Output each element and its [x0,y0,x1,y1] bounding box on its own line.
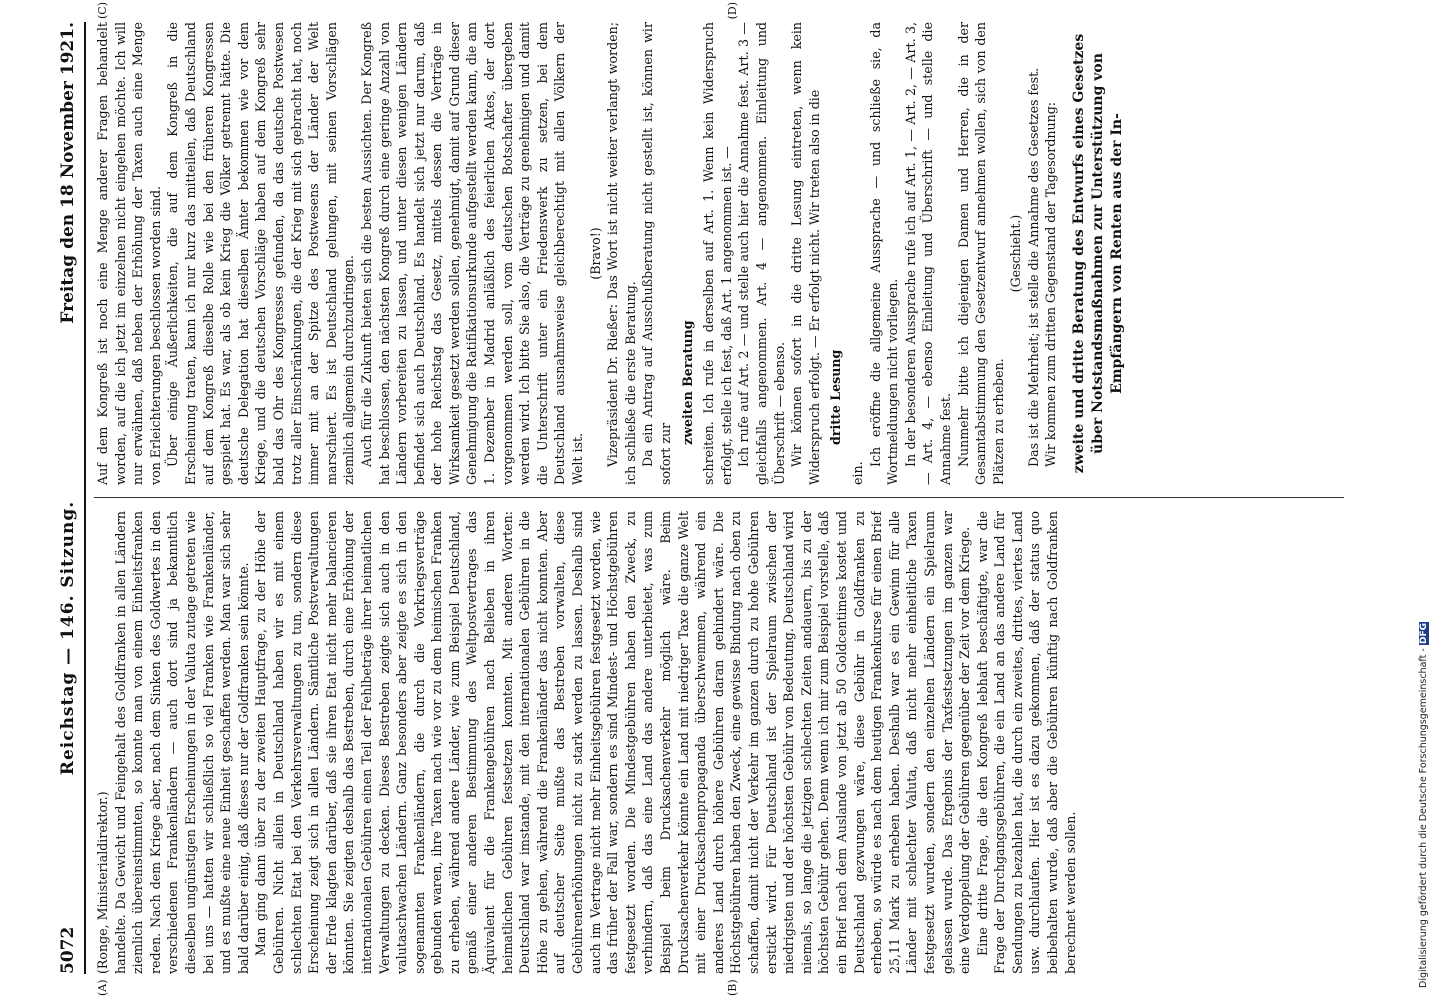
paragraph: Nunmehr bitte ich diejenigen Damen und Herren, die in der Gesamtabstimmung den Gesetzentwurf annehmen wollen, sich von den Plätzen zu erheben. [955,22,1006,485]
digitization-credit [1418,8,1432,988]
paragraph: ein. [849,461,865,485]
credit-text: Digitalisierung gefördert durch die Deutsche Forschungsgemeinschaft - [1418,648,1429,988]
procedure-note: (Geschieht.) [1008,214,1024,293]
paragraph: Das ist die Mehrheit; ist stelle die Annahme des Gesetzes fest. [1025,67,1041,467]
paragraph: Ich eröffne die allgemeine Aussprache — und schließe sie, da Wortmeldungen nicht vorliegen. [867,22,901,485]
applause-note: (Bravo!) [587,227,603,280]
paragraph: Da ein Antrag auf Ausschußberatung nicht gestellt ist, können wir sofort zur [640,22,673,485]
margin-marker-b: (B) [726,979,739,996]
session-date: Freitag den 18 November 1921. [58,22,78,324]
paragraph: In der besonderen Aussprache rufe ich auf Art. 1, — Art. 2, — Art. 3, — Art. 4, — ebenso Einleitung und Überschrift — und stelle die Annahme fest. [902,22,953,485]
section-dritte-lesung: dritte Lesung [828,349,844,445]
paragraph: handelte. Da Gewicht und Feingehalt des Goldfranken in allen Ländern ziemlich übereinstimmten, so konnte man von einem Einheitsfranken reden. Nach dem Kriege aber, nach dem Sinken des Goldwertes in den verschiedenen Frankenländern — auch dort sind ja bekanntlich dieselben ungünstigen Erscheinungen in der Valuta zutage getreten wie bei uns — hatten wir schließlich so viel Franken wie Frankenländer, und es mußte eine neue Einheit geschaffen werden. Man war sich sehr bald darüber einig, daß dieses nur der Goldfranken sein könnte. [112,511,251,974]
session-title: Reichstag — 146. Sitzung. [58,500,78,776]
document-page [40,0,1370,998]
paragraph: schreiten. Ich rufe in derselben auf Art. 1. Wenn kein Widerspruch erfolgt, stelle ich fest, daß Art. 1 angenommen ist. — [701,22,734,485]
paragraph: Man ging dann über zu der zweiten Hauptfrage, zu der Höhe der Gebühren. Nicht allein in Deutschland haben wir es mit einem schlechten Etat bei den Verkehrsverwaltungen zu tun, sondern diese Erscheinung zeigt sich in allen Ländern. Sämtliche Postverwaltungen der Erde klagten darüber, daß sie ihren Etat nicht mehr balancieren könnten. Sie zeigten deshalb das Bestreben, durch eine Erhöhung der internationalen Gebühren einen Teil der Fehlbeträge ihrer heimatlichen Verwaltungen zu decken. Dieses Bestreben zeigte sich auch in den valutaschwachen Ländern. Ganz besonders aber zeigte es sich in den sogenannten Frankenländern, die durch die Vorkriegsverträge gebunden waren, ihre Taxen nach wie vor zu dem heimischen Franken zu erheben, während andere Länder, wie zum Beispiel Deutschland, gemäß einer anderen Bestimmung des Weltpostvertrages das Äquivalent für die Frankengebühren nach Belieben in ihren heimatlichen Gebühren festsetzen konnten. Mit anderen Worten: Deutschland war imstande, mit den internationalen Gebühren in die Höhe zu gehen, während die Frankenländer das nicht konnten. Aber auf deutscher Seite mußte das Bestreben vorwalten, diese Gebührenerhöhungen nicht zu stark werden zu lassen. Deshalb sind auch im Vertrage nicht mehr Einheitsgebühren festgesetzt worden, wie das früher der Fall war, sondern es sind Mindest- und Höchstgebühren festgesetzt worden. Die Mindestgebühren haben den Zweck, zu verhindern, daß das eine Land das andere unterbietet, was zum Beispiel beim Drucksachenverkehr möglich wäre. Beim Drucksachenverkehr könnte ein Land mit niedriger Taxe die ganze Welt mit einer Drucksachenpropaganda überschwemmen, während ein anderes Land durch höhere Gebühren daran gehindert wäre. Die Höchstgebühren haben den Zweck, eine gewisse Bindung nach oben zu schaffen, damit nicht der Verkehr im ganzen durch zu hohe Gebühren erstickt wird. Für Deutschland ist der Spielraum zwischen der niedrigsten und der höchsten Gebühr von Bedeutung. Deutschland wird niemals, so lange die jetzigen schlechten Zeiten andauern, bis zu der höchsten Gebühr gehen. Denn wenn ich mir zum Beispiel vorstelle, daß ein Brief nach dem Auslande von jetzt ab 50 Goldcentimes kostet und Deutschland gezwungen wäre, diese Gebühr in Goldfranken zu erheben, so würde es nach dem heutigen Frankenkurse für einen Brief 25,11 Mark zu erheben haben. Deshalb war es ein Gewinn für alle Länder mit schlechter Valuta, daß nicht mehr einheitliche Taxen festgesetzt wurden, sondern den einzelnen Ländern ein Spielraum gelassen wurde. Das Ergebnis der Taxfestsetzungen im ganzen war eine Verdoppelung der Gebühren gegenüber der Zeit vor dem Kriege. [253,511,973,974]
text-columns [94,2,1344,996]
paragraph: Über einige Äußerlichkeiten, die auf dem Kongreß in die Erscheinung traten, kann ich nur kurz das mitteilen, daß Deutschland auf dem Kongreß dieselbe Rolle wie bei den früheren Kongressen gespielt hat. Es war, als ob kein Krieg die Völker getrennt hätte. Die deutsche Delegation hat dieselben Ämter bekommen wie vor dem Kriege, und die deutschen Vorschläge haben auf dem Kongreß sehr bald das Ohr des Kongresses gefunden, da das deutsche Postwesen trotz aller Einschränkungen, die der Krieg mit sich gebracht hat, noch immer mit an der Spitze des Postwesens der Länder der Welt marschiert. Es ist Deutschland gelungen, mit seinen Vorschlägen ziemlich allgemein durchzudringen. [165,22,357,485]
margin-marker-a: (A) [96,979,109,996]
column-divider [94,497,1344,498]
paragraph: Wir kommen zum dritten Gegenstand der Tagesordnung: [1043,101,1059,467]
paragraph: Auch für die Zukunft bieten sich die besten Aussichten. Der Kongreß hat beschlossen, den nächsten Kongreß durch eine geringe Anzahl von Ländern vorbereiten zu lassen, und unter diesen wenigen Ländern befindet sich auch Deutschland. Es handelt sich jetzt nur darum, daß der hohe Reichstag das Gesetz, mittels dessen die Verträge in Wirksamkeit gesetzt werden sollen, genehmigt, damit auf Grund dieser Genehmigung die Ratifikationsurkunde aufgestellt werden kann, die am 1. Dezember in Madrid anläßlich des feierlichen Aktes, der dort vorgenommen werden soll, vom deutschen Botschafter übergeben werden wird. Ich bitte Sie also, die Verträge zu genehmigen und damit die Unterschrift unter ein Friedenswerk zu setzen, bei dem Deutschland ausnahmsweise gleichberechtigt mit allen Völkern der Welt ist. [358,22,586,485]
margin-marker-c: (C) [96,2,109,19]
paragraph: Vizepräsident Dr. Rießer: Das Wort ist nicht weiter verlangt worden; ich schließe die erste Beratung. [605,22,638,485]
left-column [94,511,1344,974]
right-column [94,22,1344,485]
paragraph: Auf dem Kongreß ist noch eine Menge anderer Fragen behandelt worden, auf die ich jetzt im einzelnen nicht eingehen möchte. Ich will nur erwähnen, daß neben der Erhöhung der Taxen auch eine Menge von Erleichterungen beschlossen worden sind. [95,22,163,485]
dfg-logo: DFG [1419,623,1429,645]
paragraph: Wir können sofort in die dritte Lesung eintreten, wenn kein Widerspruch erfolgt. — Er erfolgt nicht. Wir treten also in die [789,22,822,485]
page-number: 5072 [58,926,78,974]
speaker-intro: (Ronge, Ministerialdirektor.) [95,791,110,974]
paragraph: Eine dritte Frage, die den Kongreß lebhaft beschäftigte, war die Frage der Durchgangsgebühren, die ein Land an das andere Land für Sendungen zu bezahlen hat, die durch ein zweites, drittes, viertes Land usw. durchlaufen. Hier ist es dazu gekommen, daß der status quo beibehalten wurde, daß aber die Gebühren künftig nach Goldfranken berechnet werden sollen. [974,511,1078,974]
agenda-heading: zweite und dritte Beratung des Entwurfs eines Gesetzes über Notstandsmaßnahmen zur Unterstützung von Empfängern von Renten aus der In- [1071,33,1126,474]
margin-marker-d: (D) [726,2,739,20]
paragraph: Ich rufe auf Art. 2 — und stelle auch hier die Annahme fest. Art. 3 — gleichfalls angenommen. Art. 4 — angenommen. Einleitung und Überschrift — ebenso. [736,22,787,485]
section-zweite-beratung: zweiten Beratung [679,320,695,445]
page-header [58,22,86,974]
